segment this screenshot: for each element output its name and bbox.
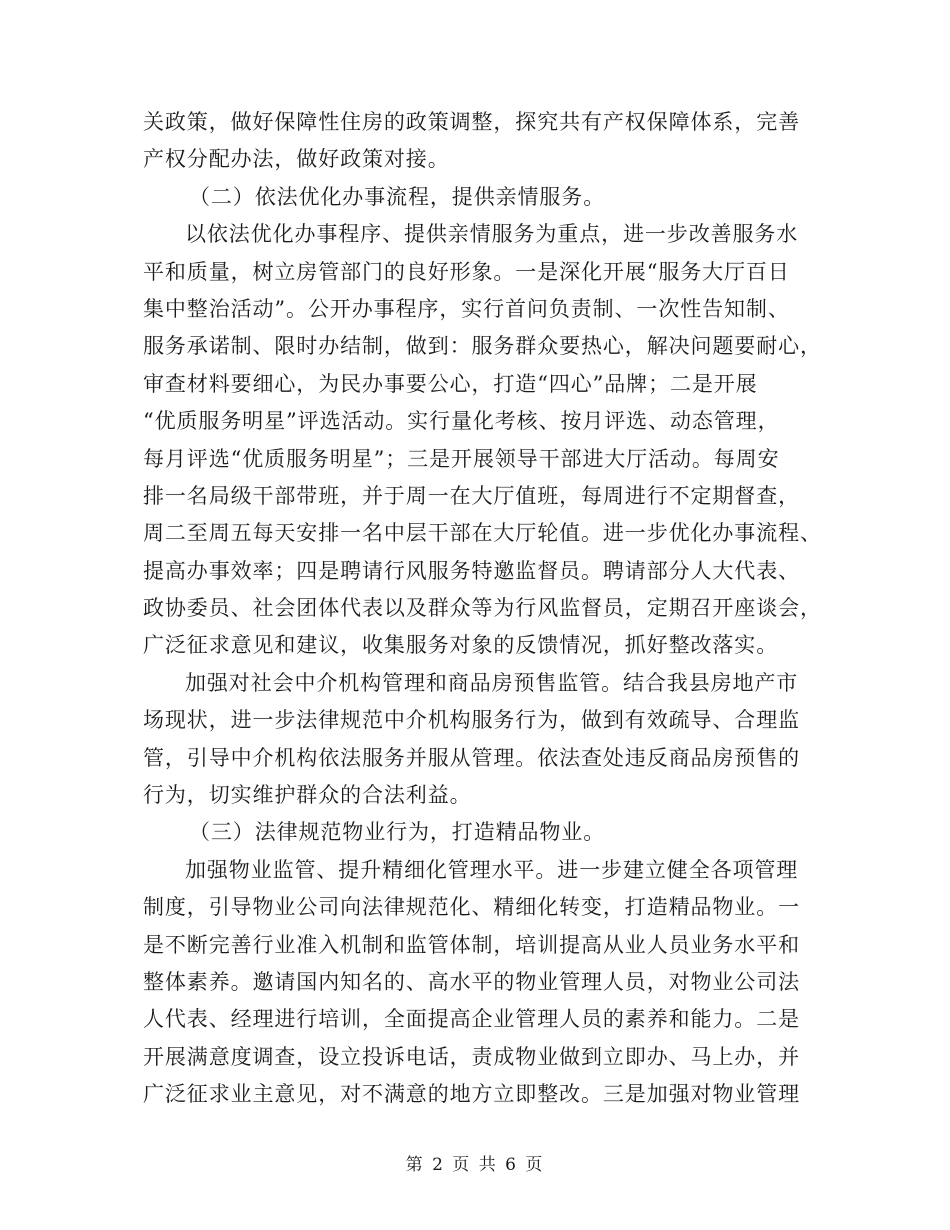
document-body [143,104,822,1114]
text-line: 管，引导中介机构依法服务并服从管理。依法查处违反商品房预售的 [143,745,800,770]
paragraph-start: 加强物业监管、提升精细化管理水平。进一步建立健全各项管理 [185,857,799,882]
section-heading-3: （三）法律规范物业行为，打造精品物业。 [189,820,606,845]
paragraph-start: 加强对社会中介机构管理和商品房预售监管。结合我县房地产市 [185,670,799,695]
text-line: 审查材料要细心，为民办事要公心，打造“四心”品牌；二是开展 [143,371,758,396]
text-line: 提高办事效率；四是聘请行风服务特邀监督员。聘请部分人大代表、 [143,558,800,583]
text-line: 排一名局级干部带班，并于周一在大厅值班，每周进行不定期督查， [143,483,800,508]
text-line: 广泛征求意见和建议，收集服务对象的反馈情况，抓好整改落实。 [143,633,779,658]
text-line: 制度，引导物业公司向法律规范化、精细化转变，打造精品物业。一 [143,895,800,920]
text-line: 整体素养。邀请国内知名的、高水平的物业管理人员，对物业公司法 [143,969,800,994]
section-heading-2: （二）依法优化办事流程，提供亲情服务。 [189,184,606,209]
text-line: 关政策，做好保障性住房的政策调整，探究共有产权保障体系，完善 [143,110,800,134]
text-line: 是不断完善行业准入机制和监管体制，培训提高从业人员业务水平和 [143,932,800,957]
page-number-footer: 第 2 页 共 6 页 [405,1155,545,1175]
text-line: 政协委员、社会团体代表以及群众等为行风监督员，定期召开座谈会， [143,596,822,621]
text-line: 服务承诺制、限时办结制，做到：服务群众要热心，解决问题要耐心， [143,334,822,359]
text-line: 人代表、经理进行培训，全面提高企业管理人员的素养和能力。二是 [143,1007,800,1032]
text-line: 场现状，进一步法律规范中介机构服务行为，做到有效疏导、合理监 [143,708,800,733]
text-line: 每月评选“优质服务明星”；三是开展领导干部进大厅活动。每周安 [143,446,780,471]
text-line: 集中整治活动”。公开办事程序，实行首问负责制、一次性告知制、 [143,296,790,321]
text-line: 广泛征求业主意见，对不满意的地方立即整改。三是加强对物业管理 [143,1082,800,1107]
text-line: 产权分配办法，做好政策对接。 [143,147,450,172]
text-line: 平和质量，树立房管部门的良好形象。一是深化开展“服务大厅百日 [143,259,790,284]
text-line: 开展满意度调查，设立投诉电话，责成物业做到立即办、马上办，并 [143,1044,800,1069]
paragraph-start: 以依法优化办事程序、提供亲情服务为重点，进一步改善服务水 [185,222,799,247]
text-line: 行为，切实维护群众的合法利益。 [143,783,472,808]
text-line: “优质服务明星”评选活动。实行量化考核、按月评选、动态管理， [143,409,780,434]
text-line: 周二至周五每天安排一名中层干部在大厅轮值。进一步优化办事流程、 [143,521,822,546]
